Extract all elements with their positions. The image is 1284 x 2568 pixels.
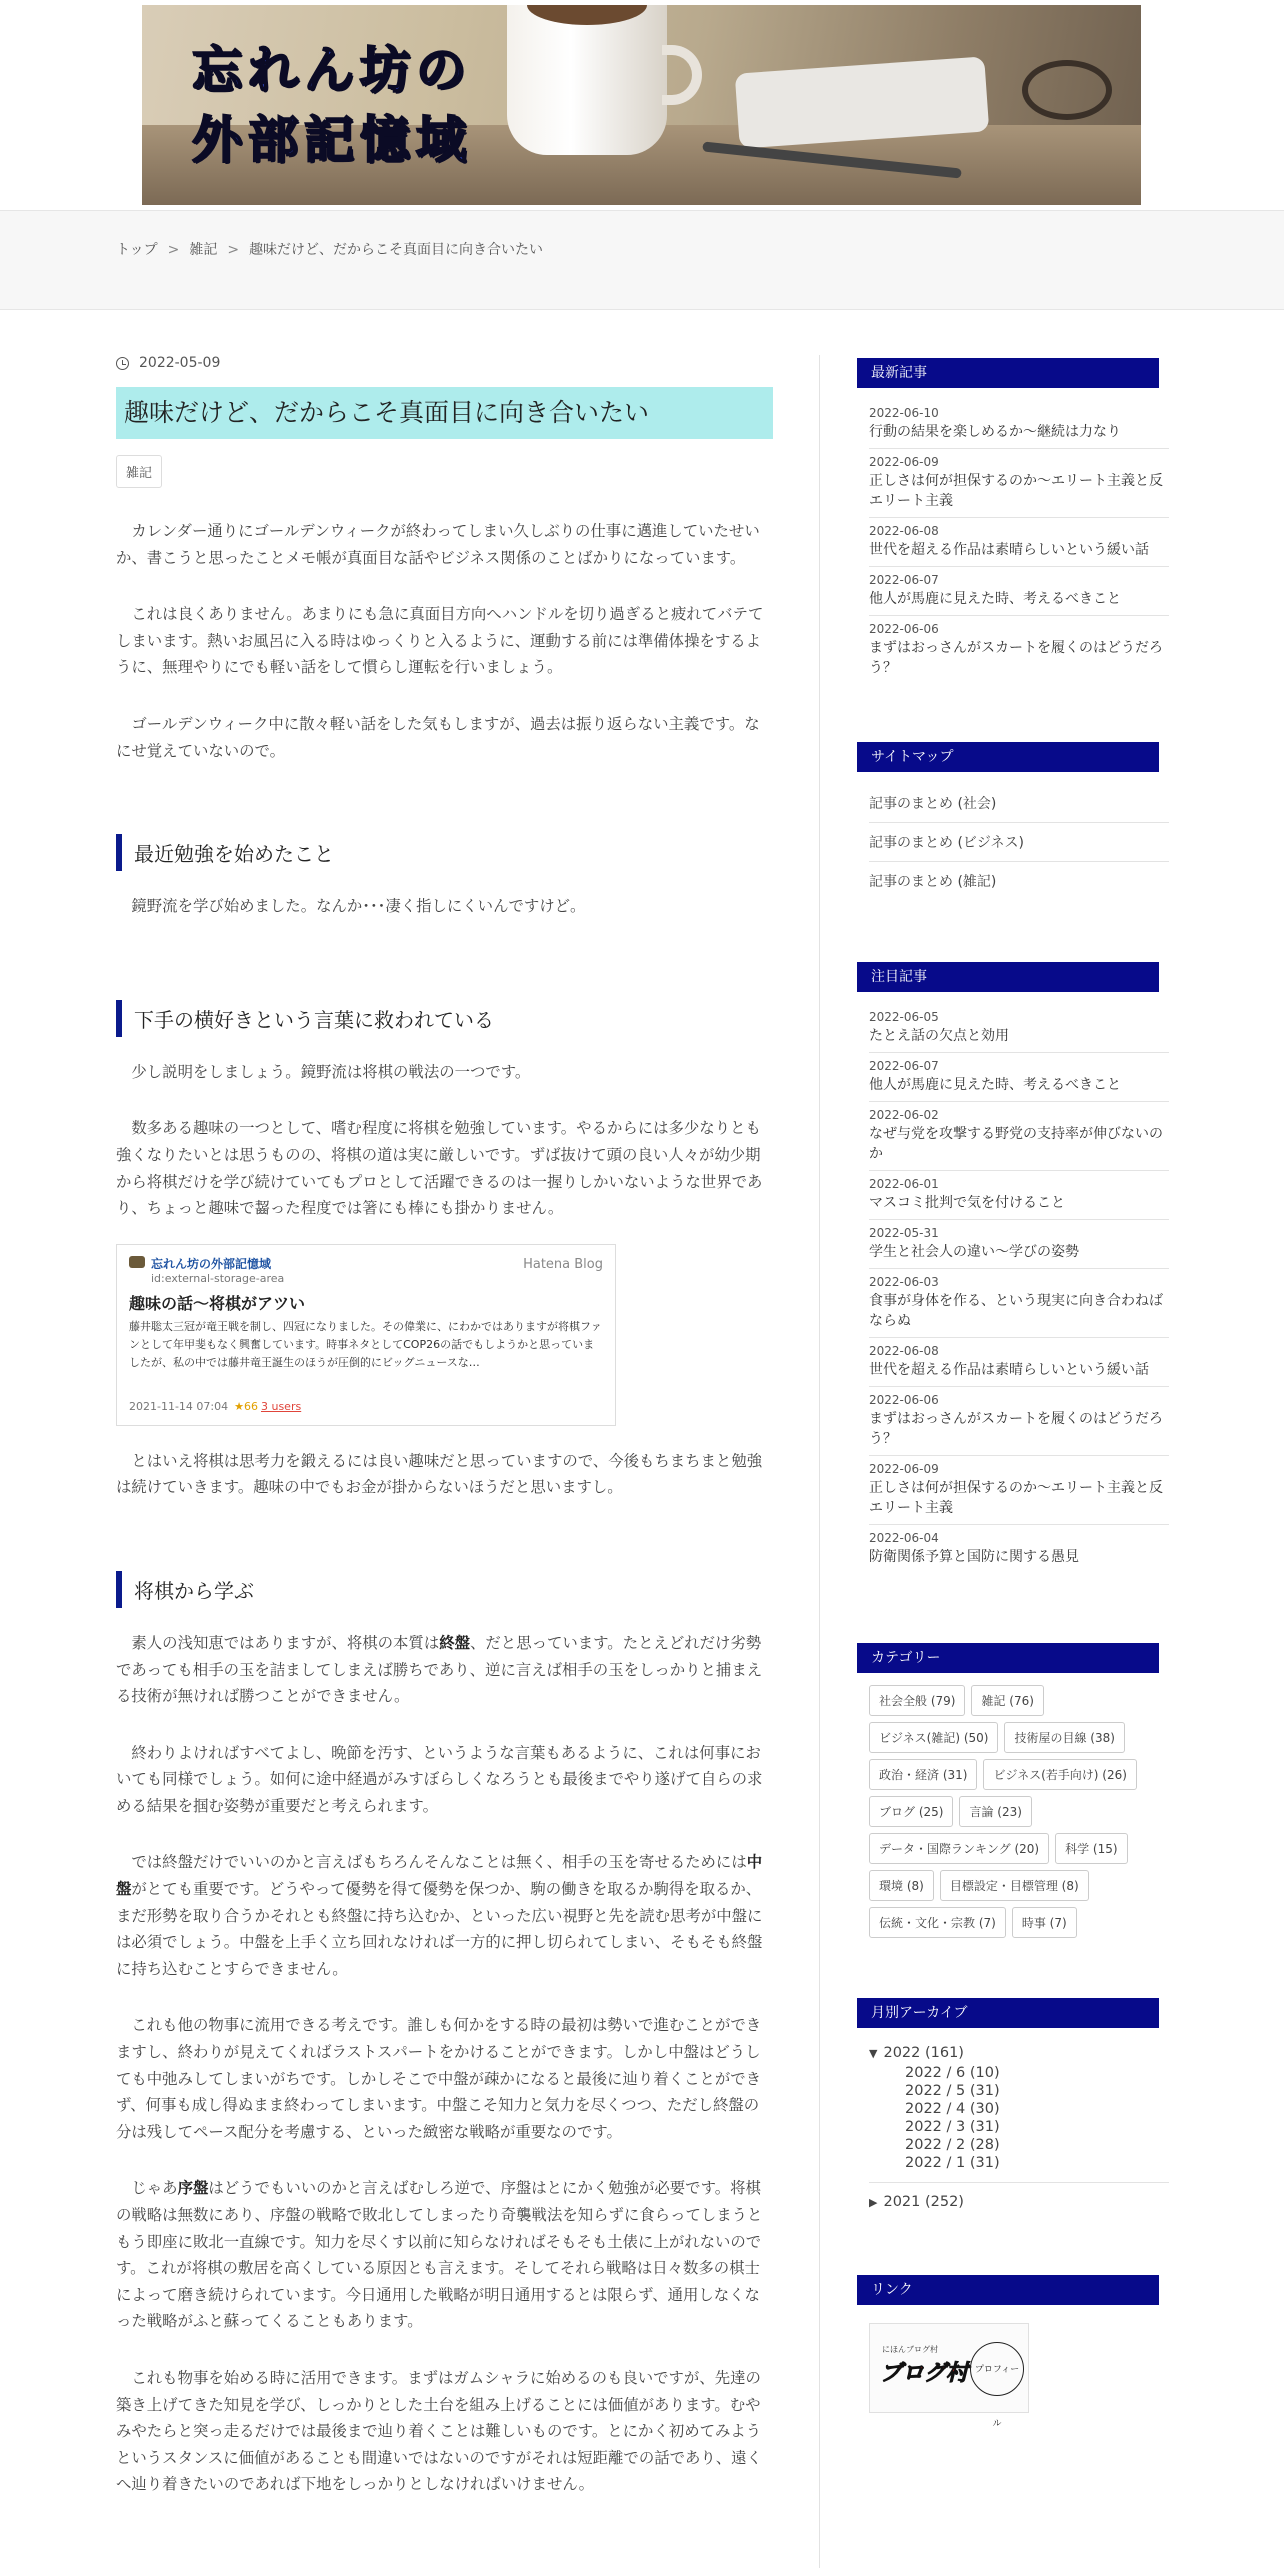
list-item[interactable] (869, 1269, 1169, 1338)
category-tag[interactable]: 時事 (7) (1012, 1907, 1077, 1938)
list-item[interactable] (869, 1102, 1169, 1171)
item-date: 2022-06-01 (869, 1177, 939, 1191)
category-tag[interactable]: ビジネス(若手向け) (26) (983, 1759, 1136, 1790)
category-tag[interactable]: 目標設定・目標管理 (8) (940, 1870, 1089, 1901)
paragraph: 鏡野流を学び始めました。なんか･･･凄く指しにくいんですけど。 (131, 897, 586, 916)
category-tag[interactable]: 技術屋の目線 (38) (1004, 1722, 1124, 1753)
paragraph (116, 1630, 773, 1710)
category-tag[interactable]: 科学 (15) (1055, 1833, 1127, 1864)
category-tag[interactable]: ビジネス(雑記) (50) (869, 1722, 998, 1753)
item-title[interactable]: たとえ話の欠点と効用 (869, 1028, 1009, 1044)
archive-month[interactable]: 2022 / 2 (28) (905, 2137, 1000, 2153)
item-date: 2022-06-07 (869, 1059, 939, 1073)
sitemap-link[interactable]: 記事のまとめ (社会) (869, 784, 1169, 823)
list-item[interactable] (869, 1004, 1169, 1053)
breadcrumb-home[interactable]: トップ (116, 242, 158, 258)
article-date-text: 2022-05-09 (139, 355, 221, 371)
widget-title: 最新記事 (857, 358, 1159, 388)
list-item[interactable] (869, 616, 1169, 684)
widget-title: カテゴリー (857, 1643, 1159, 1673)
list-item[interactable] (869, 1456, 1169, 1525)
paragraph (116, 2175, 773, 2335)
archive-month[interactable]: 2022 / 3 (31) (905, 2119, 1000, 2135)
blog-card-embed[interactable] (116, 1244, 616, 1426)
breadcrumb-bar (0, 210, 1284, 310)
banner-logo-text: ブログ村 (880, 2361, 969, 2386)
category-tag[interactable]: 雑記 (76) (971, 1685, 1043, 1716)
bold-text: 中盤 (116, 1853, 763, 1899)
sidebar (857, 358, 1169, 2429)
text-span: 素人の浅知恵ではありますが、将棋の本質は (131, 1633, 440, 1652)
breadcrumb (116, 239, 543, 259)
text-span: 、だと思っています。たとえどれだけ劣勢であっても相手の玉を詰ましてしまえば勝ちであり、逆に言えば相手の玉をしっかりと捕まえる技術が無ければ勝つことができません。 (116, 1633, 763, 1706)
recent-list (857, 400, 1169, 684)
widget-sitemap (857, 742, 1169, 900)
paragraph: ゴールデンウィーク中に散々軽い話をした気もしますが、過去は振り返らない主義です。なにせ覚えていないので。 (116, 714, 760, 760)
category-tag[interactable]: 言論 (23) (959, 1796, 1031, 1827)
category-tag[interactable]: 伝統・文化・宗教 (7) (869, 1907, 1006, 1938)
item-date: 2022-05-31 (869, 1226, 939, 1240)
category-tag[interactable]: ブログ (25) (869, 1796, 953, 1827)
item-title[interactable]: マスコミ批判で気を付けること (869, 1195, 1065, 1211)
breadcrumb-separator: > (227, 242, 240, 258)
widget-title: リンク (857, 2275, 1159, 2305)
breadcrumb-category[interactable]: 雑記 (189, 242, 218, 258)
item-title[interactable]: 他人が馬鹿に見えた時、考えるべきこと (869, 1077, 1121, 1093)
list-item[interactable] (869, 1525, 1169, 1573)
item-date: 2022-06-04 (869, 1531, 939, 1545)
embed-title[interactable]: 趣味の話～将棋がアツい (129, 1293, 306, 1313)
item-title[interactable]: 正しさは何が担保するのか～エリート主義と反エリート主義 (869, 473, 1163, 509)
caret-down-icon[interactable]: ▼ (869, 2047, 878, 2060)
article-body (116, 518, 773, 2498)
item-title[interactable]: 他人が馬鹿に見えた時、考えるべきこと (869, 591, 1121, 607)
archive-month[interactable]: 2022 / 6 (10) (905, 2065, 1000, 2081)
bold-text: 終盤 (439, 1633, 471, 1652)
item-date: 2022-06-09 (869, 1462, 939, 1476)
item-date: 2022-06-07 (869, 573, 939, 587)
featured-list (857, 1004, 1169, 1573)
article-category-tag[interactable]: 雑記 (116, 455, 162, 488)
breadcrumb-current: 趣味だけど、だからこそ真面目に向き合いたい (249, 242, 544, 258)
archive-year-2021[interactable] (869, 2191, 1169, 2213)
paragraph: これも物事を始める時に活用できます。まずはガムシャラに始めるのも良いですが、先達の築き上げてきた知見を学び、しっかりとした土台を組み上げることには価値があります。むやみやたらと突っ走るだけでは最後まで辿り着くことは難しいものです。とにかく初めてみようというスタンスに価値があることも間違いではないのですがそれは短距離での話であり、遠くへ辿り着きたいのであれば下地をしっかりとしなければいけません。 (116, 2368, 762, 2494)
archive-month[interactable]: 2022 / 1 (31) (905, 2155, 1000, 2171)
embed-blog-id: id:external-storage-area (151, 1271, 285, 1285)
widget-featured-posts (857, 962, 1169, 1573)
widget-categories (857, 1643, 1169, 1938)
item-title[interactable]: まずはおっさんがスカートを履くのはどうだろう？ (869, 1411, 1163, 1447)
list-item[interactable] (869, 1053, 1169, 1102)
article-title: 趣味だけど、だからこそ真面目に向き合いたい (116, 387, 773, 439)
archive-month[interactable]: 2022 / 4 (30) (905, 2101, 1000, 2117)
text-span: じゃあ (131, 2179, 178, 2198)
paragraph: これは良くありません。あまりにも急に真面目方向へハンドルを切り過ぎると疲れてバテてしまいます。熱いお風呂に入る時はゆっくりと入るように、運動する前には準備体操をするように、無理やりにでも軽い話をして慣らし運転を行いましょう。 (116, 605, 764, 677)
archive-month[interactable]: 2022 / 5 (31) (905, 2083, 1000, 2099)
list-item[interactable] (869, 449, 1169, 518)
text-span: では終盤だけでいいのかと言えばもちろんそんなことは無く、相手の玉を寄せるためには (131, 1853, 747, 1872)
paragraph: 少し説明をしましょう。鏡野流は将棋の戦法の一つです。 (131, 1062, 531, 1081)
archive-year-label[interactable]: 2021 (252) (883, 2194, 964, 2210)
item-date: 2022-06-06 (869, 1393, 939, 1407)
hatena-blog-logo[interactable]: Hatena Blog (523, 1256, 603, 1272)
article-date (116, 355, 773, 371)
article (116, 355, 773, 2498)
embed-bookmark-users[interactable]: 3 users (260, 1399, 302, 1413)
section-heading: 将棋から学ぶ (116, 1571, 773, 1608)
paragraph: 終わりよければすべてよし、晩節を汚す、というような言葉もあるように、これは何事においても同様でしょう。如何に途中経過がみすぼらしくなろうとも最後までやり遂げて自らの求める結果を掴む姿勢が重要だと考えられます。 (116, 1743, 763, 1815)
item-date: 2022-06-10 (869, 406, 939, 420)
category-tag[interactable]: 社会全般 (79) (869, 1685, 965, 1716)
item-date: 2022-06-05 (869, 1010, 939, 1024)
banner-profile-circle: プロフィール (970, 2342, 1024, 2396)
sitemap-link[interactable]: 記事のまとめ (ビジネス) (869, 823, 1169, 862)
site-header-banner[interactable] (142, 5, 1141, 205)
item-date: 2022-06-08 (869, 524, 939, 538)
header-cup-handle (662, 45, 702, 105)
header-glasses-image (1022, 60, 1112, 120)
category-tag-list (857, 1685, 1157, 1938)
archive-year-2022[interactable] (869, 2042, 1169, 2064)
widget-archive (857, 1998, 1169, 2213)
category-tag[interactable]: 政治・経済 (31) (869, 1759, 977, 1790)
embed-stars: ★66 (234, 1399, 258, 1413)
item-title[interactable]: 正しさは何が担保するのか～エリート主義と反エリート主義 (869, 1480, 1163, 1516)
text-span: はどうでもいいのかと言えばむしろ逆で、序盤はとにかく勉強が必要です。将棋の戦略は無数にあり、序盤の戦略で敗北してしまったり奇襲戦法を知らずに食らってしまうともう即座に敗北一直線です。知力を尽くす以前に知らなければそもそも土俵に上がれないのです。これが将棋の敷居を高くしている原因とも言えます。そしてそれら戦略は日々数多の棋士によって磨き続けられています。今日通用した戦略が明日通用するとは限らず、通用しなくなった戦略がふと蘇ってくることもあります。 (116, 2179, 763, 2331)
item-title[interactable]: 行動の結果を楽しめるか～継続は力なり (869, 424, 1121, 440)
archive-year-label[interactable]: 2022 (161) (883, 2045, 964, 2061)
item-title[interactable]: なぜ与党を攻撃する野党の支持率が伸びないのか (869, 1126, 1163, 1162)
list-item[interactable] (869, 400, 1169, 449)
embed-excerpt: 藤井聡太三冠が竜王戦を制し、四冠になりました。その偉業に、にわかではありますが将棋ファンとして年甲斐もなく興奮しています。時事ネタとしてCOP26の話でもしようかと思っていましたが、私の中では藤井竜王誕生のほうが圧倒的にビッグニュースな… (129, 1319, 602, 1369)
category-tag[interactable]: データ・国際ランキング (20) (869, 1833, 1049, 1864)
embed-datetime: 2021-11-14 07:04 (129, 1399, 229, 1413)
list-item[interactable] (869, 567, 1169, 616)
widget-links (857, 2275, 1169, 2429)
paragraph: 数多ある趣味の一つとして、嗜む程度に将棋を勉強しています。やるからには多少なりとも強くなりたいとは思うものの、将棋の道は実に厳しいです。ずば抜けて頭の良い人々が幼少期から将棋だけを学び続けていてもプロとして活躍できるのは一握りしかいないような世界であり、ちょっと趣味で齧った程度では箸にも棒にも掛かりません。 (116, 1119, 763, 1218)
section-heading: 下手の横好きという言葉に救われている (116, 1000, 773, 1037)
breadcrumb-separator: > (167, 242, 180, 258)
item-title[interactable]: 世代を超える作品は素晴らしいという緩い話 (869, 1362, 1149, 1378)
list-item[interactable] (869, 1171, 1169, 1220)
site-logo-line1: 忘れん坊の (192, 41, 472, 99)
sitemap-list (857, 784, 1169, 900)
blogmura-banner[interactable] (869, 2323, 1029, 2429)
item-date: 2022-06-03 (869, 1275, 939, 1289)
list-item[interactable] (869, 1338, 1169, 1387)
section-heading: 最近勉強を始めたこと (116, 834, 773, 871)
archive-list (857, 2042, 1169, 2213)
list-item[interactable] (869, 518, 1169, 567)
item-date: 2022-06-09 (869, 455, 939, 469)
clock-icon (116, 357, 129, 370)
caret-right-icon[interactable]: ▶ (869, 2196, 878, 2209)
column-divider (819, 355, 820, 2568)
site-logo-line2: 外部記憶域 (192, 111, 472, 169)
item-date: 2022-06-08 (869, 1344, 939, 1358)
widget-title: 注目記事 (857, 962, 1159, 992)
item-title[interactable]: 学生と社会人の違い〜学びの姿勢 (869, 1244, 1079, 1260)
item-title[interactable]: まずはおっさんがスカートを履くのはどうだろう？ (869, 640, 1163, 676)
site-logo[interactable] (192, 35, 472, 175)
paragraph: カレンダー通りにゴールデンウィークが終わってしまい久しぶりの仕事に邁進していたせいか、書こうと思ったことメモ帳が真面目な話やビジネス関係のことばかりになっています。 (116, 522, 760, 567)
item-title[interactable]: 食事が身体を作る、という現実に向き合わねばならぬ (869, 1293, 1163, 1329)
sitemap-link[interactable]: 記事のまとめ (雑記) (869, 874, 997, 890)
paragraph (116, 1849, 773, 1982)
item-date: 2022-06-02 (869, 1108, 939, 1122)
text-span: がとても重要です。どうやって優勢を得て優勢を保つか、駒の働きを取るか駒得を取るか、まだ形勢を取り合うかそれとも終盤に持ち込むか、といった広い視野と先を読む思考が中盤には必須でしょう。中盤を上手く立ち回れなければ一方的に押し切られてしまい、そもそも終盤に持ち込むことすらできません。 (116, 1880, 763, 1978)
item-date: 2022-06-06 (869, 622, 939, 636)
paragraph: とはいえ将棋は思考力を鍛えるには良い趣味だと思っていますので、今後もちまちまと勉強は続けていきます。趣味の中でもお金が掛からないほうだと思いますし。 (116, 1451, 763, 1497)
divider (869, 2182, 1169, 2183)
list-item[interactable] (869, 1387, 1169, 1456)
paragraph: これも他の物事に流用できる考えです。誰しも何かをする時の最初は勢いで進むことができますし、終わりが見えてくればラストスパートをかけることができます。しかし中盤はどうしても中弛みしてしまいがちです。しかしそこで中盤が疎かになると最後に辿り着くことができず、何事も成し得ぬまま終わってしまいます。中盤こそ知力と気力を尽くつつ、ただし終盤の分は残してペース配分を考慮する、といった緻密な戦略が重要なのです。 (116, 2016, 762, 2141)
embed-blog-name[interactable]: 忘れん坊の外部記憶域 (129, 1255, 603, 1272)
bold-text: 序盤 (177, 2179, 209, 2198)
category-tag[interactable]: 環境 (8) (869, 1870, 934, 1901)
widget-title: サイトマップ (857, 742, 1159, 772)
widget-title: 月別アーカイブ (857, 1998, 1159, 2028)
item-title[interactable]: 世代を超える作品は素晴らしいという緩い話 (869, 542, 1149, 558)
widget-recent-posts (857, 358, 1169, 684)
item-title[interactable]: 防衛関係予算と国防に関する愚見 (869, 1549, 1079, 1565)
banner-small-text: にほんブログ村 (882, 2345, 938, 2354)
list-item[interactable] (869, 1220, 1169, 1269)
embed-meta (129, 1400, 301, 1413)
header-coffee-cup-image (507, 5, 667, 155)
